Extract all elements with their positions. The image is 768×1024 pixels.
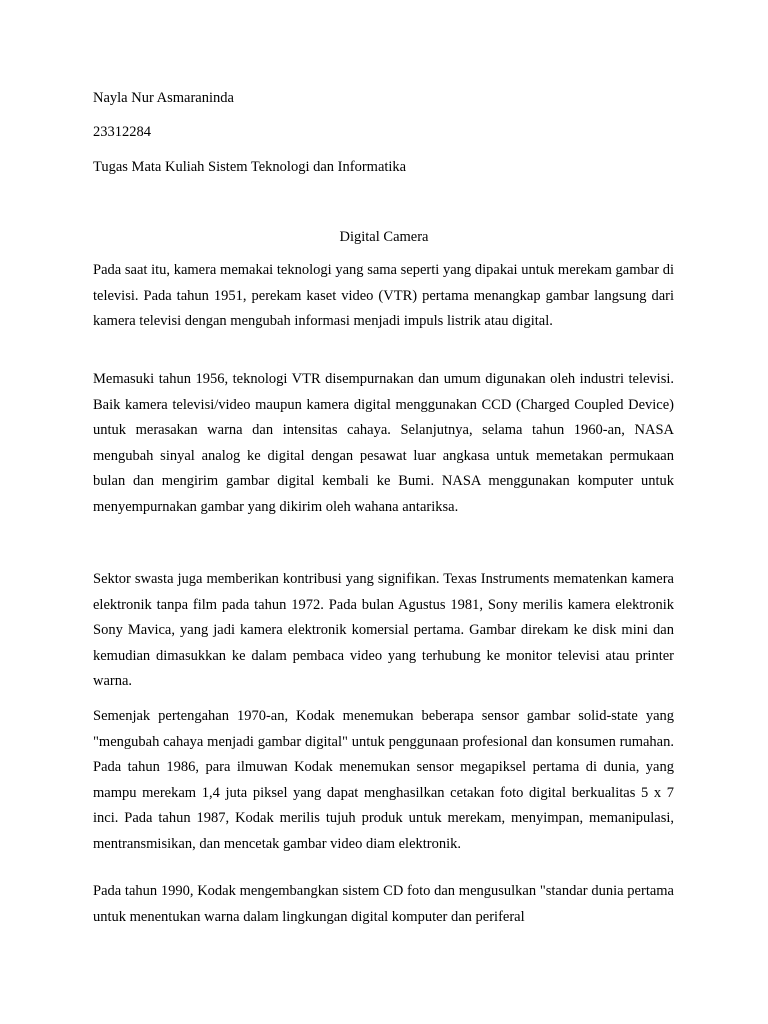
paragraph-1: Pada saat itu, kamera memakai teknologi yang sama seperti yang dipakai untuk merekam gambar di televisi. Pada tahun 1951, perekam kaset video (VTR) pertama menangkap gambar langsung dari kamera televisi dengan mengubah informasi menjadi impuls listrik atau digital. [93,262,674,329]
assignment-title: Tugas Mata Kuliah Sistem Teknologi dan Informatika [93,159,407,175]
paragraph-4: Semenjak pertengahan 1970-an, Kodak menemukan beberapa sensor gambar solid-state yang "mengubah cahaya menjadi gambar digital" untuk penggunaan profesional dan konsumen rumahan. Pada tahun 1986, para ilmuwan Kodak menemukan sensor megapiksel pertama di dunia, yang mampu merekam 1,4 juta piksel yang dapat menghasilkan cetakan foto digital berkualitas 5 x 7 inci. Pada tahun 1987, Kodak merilis tujuh produk untuk merekam, menyimpan, memanipulasi, mentransmisikan, dan mencetak gambar video diam elektronik. [93,708,674,852]
document-title: Digital Camera [339,229,429,245]
student-id: 23312284 [93,124,151,140]
author-name: Nayla Nur Asmaraninda [93,90,234,106]
paragraph-5: Pada tahun 1990, Kodak mengembangkan sistem CD foto dan mengusulkan "standar dunia pertama untuk menentukan warna dalam lingkungan digital komputer dan periferal [93,883,674,925]
paragraph-2: Memasuki tahun 1956, teknologi VTR disempurnakan dan umum digunakan oleh industri televisi. Baik kamera televisi/video maupun kamera digital menggunakan CCD (Charged Coupled Device) untuk merasakan warna dan intensitas cahaya. Selanjutnya, selama tahun 1960-an, NASA mengubah sinyal analog ke digital dengan pesawat luar angkasa untuk memetakan permukaan bulan dan mengirim gambar digital kembali ke Bumi. NASA menggunakan komputer untuk menyempurnakan gambar yang dikirim oleh wahana antariksa. [93,371,674,515]
paragraph-3: Sektor swasta juga memberikan kontribusi yang signifikan. Texas Instruments mematenkan kamera elektronik tanpa film pada tahun 1972. Pada bulan Agustus 1981, Sony merilis kamera elektronik Sony Mavica, yang jadi kamera elektronik komersial pertama. Gambar direkam ke disk mini dan kemudian dimasukkan ke dalam pembaca video yang terhubung ke monitor televisi atau printer warna. [93,571,674,689]
